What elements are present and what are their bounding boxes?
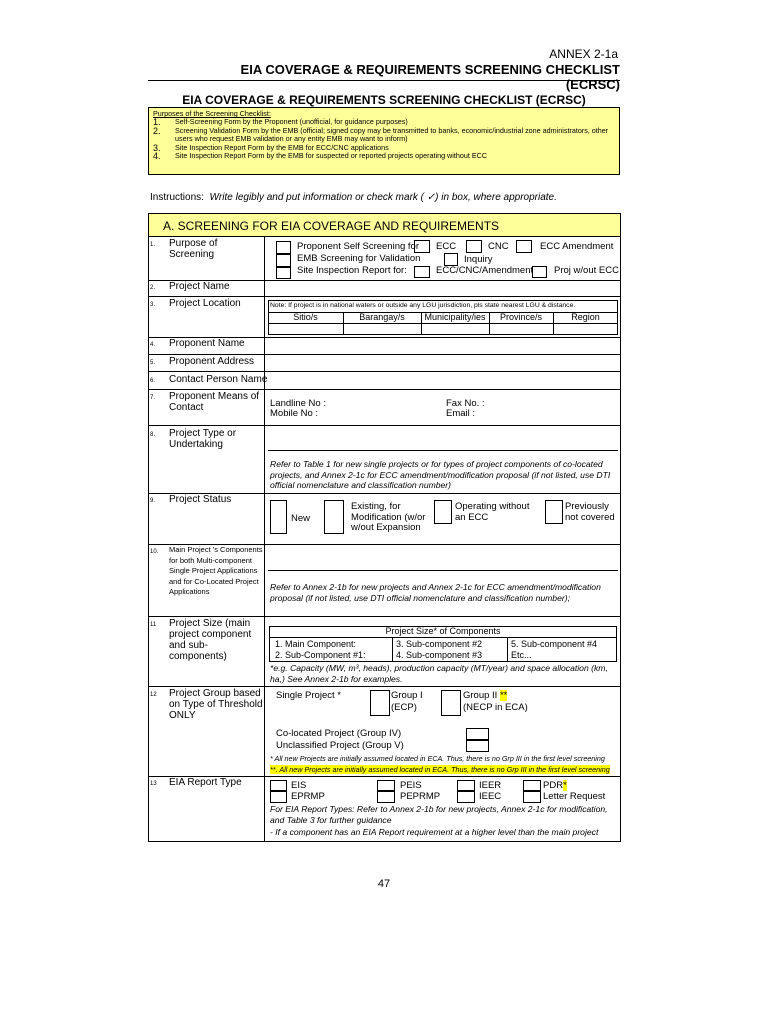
proj-without-ecc-option: Proj w/out ECC: [554, 265, 619, 276]
eprmp-checkbox[interactable]: [270, 791, 287, 803]
cnc-checkbox[interactable]: [466, 240, 482, 253]
purpose-text: Self-Screening Form by the Proponent (unofficial, for guidance purposes): [175, 117, 408, 127]
size-table-divider: [269, 637, 617, 638]
row-divider: [148, 371, 621, 372]
row-divider: [148, 686, 621, 687]
colocated-label: Co-located Project (Group IV): [276, 728, 402, 739]
pdr-option: [543, 781, 567, 792]
status-existing-checkbox[interactable]: [324, 500, 344, 534]
row-label: Proponent Means of Contact: [169, 391, 260, 413]
row-project-type-label: [150, 428, 264, 450]
eis-checkbox[interactable]: [270, 780, 287, 791]
row-means-of-contact-label: [150, 391, 264, 413]
project-size-note: *e.g. Capacity (MW, m³, heads), production capacity (MT/year) and space allocation (km, ha,) See Annex 2-1b for examples.: [270, 663, 608, 684]
ecc-amendment-checkbox[interactable]: [516, 240, 532, 253]
location-table-divider: [268, 323, 618, 324]
row-number: 12: [150, 692, 157, 698]
size-sub-component-1: 2. Sub-Component #1:: [275, 650, 366, 660]
location-col-region: Region: [571, 312, 600, 322]
ieec-option: IEEC: [479, 791, 502, 802]
site-inspection-checkbox[interactable]: [276, 267, 291, 279]
purpose-option-site: Site Inspection Report for:: [297, 265, 407, 276]
mobile-label: Mobile No :: [270, 408, 319, 419]
row-label: Project Location: [169, 298, 241, 309]
row-label: Project Name: [169, 281, 230, 292]
landline-label: Landline No :: [270, 398, 326, 409]
group-i-sub: (ECP): [391, 702, 417, 713]
row-divider: [148, 296, 621, 297]
self-screening-checkbox[interactable]: [276, 241, 291, 254]
row-label: EIA Report Type: [169, 777, 242, 788]
location-col-province: Province/s: [499, 312, 543, 322]
row-divider: [148, 425, 621, 426]
row-number: 13: [150, 781, 157, 787]
location-col-barangay: Barangay/s: [359, 312, 405, 322]
row-number: 6.: [150, 378, 156, 384]
eprmp-option: EPRMP: [291, 791, 325, 802]
row-number: 7.: [150, 395, 156, 401]
row-project-name-label: [150, 281, 264, 294]
group-note-2-text: **. All new Projects are initially assumed located in ECA. Thus, there is no Grp III in the first level screening: [270, 765, 610, 774]
ecc-cnc-amendment-checkbox[interactable]: [414, 266, 430, 278]
ecc-amendment-option: ECC Amendment: [540, 241, 614, 252]
row-project-group-label: [150, 688, 264, 721]
unclassified-checkbox[interactable]: [466, 740, 489, 752]
ecc-option: ECC: [436, 241, 457, 252]
group-ii-text: Group II: [463, 690, 498, 701]
row-proponent-address-label: [150, 356, 264, 369]
purpose-text: Site Inspection Report Form by the EMB for ECC/CNC applications: [175, 142, 389, 152]
group-ii-sub: (NECP in ECA): [463, 702, 528, 713]
purpose-text: Screening Validation Form by the EMB (official; signed copy may be transmitted to banks, economic/industrial zone administrators, other users who request EMB validation or any entity EMB may want to inform): [175, 125, 609, 144]
row-number: 2.: [150, 285, 156, 291]
letter-request-option: Letter Request: [543, 791, 606, 802]
ieer-option: IEER: [479, 780, 502, 791]
purpose-number: 4.: [153, 151, 161, 162]
row-number: 9.: [150, 498, 156, 504]
row-label: Project Type or Undertaking: [169, 428, 237, 450]
row-number: 5.: [150, 360, 156, 366]
single-project-label: Single Project *: [276, 690, 341, 701]
cnc-option: CNC: [488, 241, 509, 252]
fax-label: Fax No. :: [446, 398, 485, 409]
instructions-label: Instructions:: [150, 192, 204, 203]
row-label: Proponent Name: [169, 338, 245, 349]
row-number: 10.: [150, 549, 159, 555]
row-label: Purpose of Screening: [169, 238, 218, 260]
purposes-box: [148, 107, 620, 175]
purpose-text: Site Inspection Report Form by the EMB for suspected or reported projects operating without ECC: [175, 151, 488, 161]
components-note: Refer to Annex 2-1b for new projects and Annex 2-1c for ECC amendment/modification proposal (if not listed, use DTI official nomenclature and classification number);: [270, 582, 601, 603]
page-number: 47: [377, 878, 391, 890]
row-label: Main Project 's Components for both Multi-component Single Project Applications and for Co-Located Project Applications: [169, 545, 263, 596]
purpose-item: [153, 152, 615, 160]
purpose-option-emb: EMB Screening for Validation: [297, 253, 421, 264]
email-label: Email :: [446, 408, 476, 419]
location-col-sitio: Sitio/s: [293, 312, 318, 322]
purpose-item: [153, 127, 615, 144]
status-existing-option: Existing, for Modification (w/or w/out Expansion: [351, 501, 426, 533]
row-number: 11: [150, 622, 157, 628]
row-eia-report-label: [150, 777, 264, 790]
letter-request-checkbox[interactable]: [523, 791, 541, 803]
status-new-checkbox[interactable]: [270, 500, 287, 534]
instructions-text: Write legibly and put information or check mark ( ✓) in box, where appropriate.: [209, 192, 557, 203]
row-label: Project Size (main project component and sub-components): [169, 618, 252, 662]
row-proponent-name-label: [150, 338, 264, 351]
group-note-1: * All new Projects are initially assumed located in ECA. Thus, there is no Grp III in the first level screening: [270, 754, 605, 763]
ieer-checkbox[interactable]: [457, 780, 475, 791]
row-number: 8.: [150, 432, 156, 438]
unclassified-label: Unclassified Project (Group V): [276, 740, 404, 751]
eia-report-note: For EIA Report Types: Refer to Annex 2-1b for new projects, Annex 2-1c for modification, and Table 3 for further guidance: [270, 804, 608, 825]
instructions: [150, 192, 557, 203]
purpose-number: 3.: [153, 142, 161, 153]
size-sub-component-3: 4. Sub-component #3: [396, 650, 483, 660]
pdr-checkbox[interactable]: [523, 780, 541, 791]
row-label: Contact Person Name: [169, 374, 268, 385]
emb-validation-checkbox[interactable]: [276, 254, 291, 267]
eia-report-note-2: - If a component has an EIA Report requirement at a higher level than the main project: [270, 827, 599, 837]
size-sub-component-4: 5. Sub-component #4: [511, 639, 598, 649]
row-purpose-label: [150, 238, 264, 260]
pdr-marker: *: [563, 780, 567, 791]
row-project-location-label: [150, 298, 264, 311]
status-operating-checkbox[interactable]: [434, 500, 452, 524]
location-col-municipality: Municipality/ies: [424, 312, 486, 322]
purposes-heading: Purposes of the Screening Checklist:: [153, 109, 271, 118]
status-previously-option: Previously not covered: [565, 501, 615, 523]
group-i-label: Group I: [391, 690, 423, 701]
annex-label: ANNEX 2-1a: [549, 47, 618, 61]
ieec-checkbox[interactable]: [457, 791, 475, 803]
pdr-text: PDR: [543, 780, 564, 791]
row-divider: [148, 389, 621, 390]
purpose-option-self: Proponent Self Screening for: [297, 241, 419, 252]
row-number: 4.: [150, 342, 156, 348]
size-main-component: 1. Main Component:: [275, 639, 357, 649]
ecc-cnc-amendment-option: ECC/CNC/Amendment: [436, 265, 534, 276]
peis-checkbox[interactable]: [377, 780, 395, 791]
status-previously-checkbox[interactable]: [545, 500, 563, 524]
status-new-option: New: [291, 513, 311, 524]
row-divider: [148, 354, 621, 355]
group-ii-checkbox[interactable]: [441, 690, 461, 716]
eis-option: EIS: [291, 780, 307, 791]
size-etc: Etc...: [511, 650, 532, 660]
proj-without-ecc-checkbox[interactable]: [532, 266, 547, 278]
size-table-title: Project Size* of Components: [385, 626, 501, 636]
ecc-checkbox[interactable]: [414, 240, 430, 253]
group-ii-label: [463, 691, 507, 702]
peprmp-option: PEPRMP: [400, 791, 441, 802]
project-name-field[interactable]: [266, 282, 618, 295]
row-number: 3.: [150, 302, 156, 308]
row-label: Proponent Address: [169, 356, 255, 367]
row-contact-person-label: [150, 374, 279, 387]
group-note-2: [270, 765, 610, 776]
row-label: Project Group based on Type of Threshold ONLY: [169, 688, 263, 721]
row-divider: [148, 616, 621, 617]
size-table-col-divider: [507, 637, 508, 662]
column-divider: [264, 237, 265, 842]
group-i-checkbox[interactable]: [370, 690, 390, 716]
row-label: Project Status: [169, 494, 232, 505]
row-project-status-label: [150, 494, 264, 507]
document-title: EIA COVERAGE & REQUIREMENTS SCREENING CHECKLIST (ECRSC): [240, 62, 620, 92]
status-operating-option: Operating without an ECC: [455, 501, 530, 523]
peis-option: PEIS: [400, 780, 422, 791]
inquiry-option: Inquiry: [464, 254, 493, 265]
purpose-number: 2.: [153, 125, 161, 136]
peprmp-checkbox[interactable]: [377, 791, 395, 803]
components-field[interactable]: [268, 570, 618, 571]
row-components-label: [150, 545, 264, 598]
size-sub-component-2: 3. Sub-component #2: [396, 639, 483, 649]
purpose-number: 1.: [153, 117, 161, 128]
project-type-note: Refer to Table 1 for new single projects or for types of project components of co-located projects, and Annex 2-1c for ECC amendment/modification proposal (if not listed, use DTI official nomenclature and classification number): [270, 459, 611, 490]
title-divider: [148, 80, 620, 81]
project-type-field[interactable]: [268, 450, 618, 451]
location-note: Note: If project is in national waters or outside any LGU jurisdiction, pls state nearest LGU & distance.: [270, 302, 576, 309]
row-project-size-label: [150, 618, 264, 662]
section-a-heading: A. SCREENING FOR EIA COVERAGE AND REQUIREMENTS: [148, 213, 621, 237]
colocated-checkbox[interactable]: [466, 728, 489, 740]
checklist-title: EIA COVERAGE & REQUIREMENTS SCREENING CHECKLIST (ECRSC): [182, 93, 586, 107]
size-table-col-divider: [392, 637, 393, 662]
group-ii-marker: **: [499, 690, 508, 701]
row-number: 1.: [150, 242, 156, 248]
